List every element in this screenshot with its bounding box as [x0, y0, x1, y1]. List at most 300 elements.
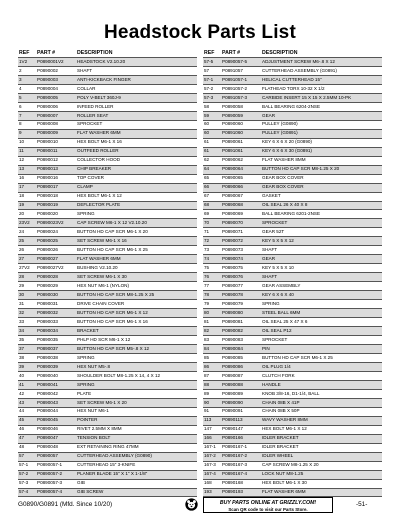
part-number-cell: P0890079	[221, 300, 261, 309]
part-number-cell: P0890020	[36, 210, 76, 219]
description-header: DESCRIPTION	[77, 49, 113, 56]
description-cell: IDLER WHEEL	[261, 452, 382, 461]
description-cell: SHAFT	[261, 273, 382, 282]
table-row	[203, 165, 382, 174]
ref-cell: 72	[203, 237, 221, 246]
ref-cell: 82	[203, 327, 221, 336]
description-cell: STEEL BALL 6MM	[261, 309, 382, 318]
part-number-cell: P0890007	[36, 111, 76, 120]
ref-cell: 41	[18, 380, 36, 389]
ref-cell: 167-2	[203, 452, 221, 461]
ref-cell: 57-4	[18, 488, 36, 497]
part-number-cell: P0890047	[36, 434, 76, 443]
ref-cell: 9	[18, 129, 36, 138]
ref-cell: 75	[203, 264, 221, 273]
description-cell: CAP SCREW M6-1 X 12 V2.10.20	[76, 219, 197, 228]
ref-cell: 12	[18, 156, 36, 165]
ref-cell: 113	[203, 416, 221, 425]
table-row	[203, 336, 382, 345]
part-number-cell: P0890005	[36, 93, 76, 102]
description-cell: PULLEY (G0891)	[261, 129, 382, 138]
table-row	[18, 443, 197, 452]
table-row	[18, 461, 197, 470]
table-row	[18, 219, 197, 228]
page-number: -51-	[356, 501, 368, 508]
table-row	[203, 452, 382, 461]
part-number-cell: P0890070	[221, 219, 261, 228]
part-number-cell: P0890168	[221, 479, 261, 488]
table-row	[203, 353, 382, 362]
description-cell: GEAR	[261, 255, 382, 264]
ref-cell: 76	[203, 273, 221, 282]
part-number-cell: P0890065	[221, 174, 261, 183]
description-cell: PULLEY (G0890)	[261, 120, 382, 129]
table-row	[203, 237, 382, 246]
part-number-cell: P0890078	[221, 291, 261, 300]
part-header: PART #	[37, 49, 56, 56]
table-row	[203, 273, 382, 282]
ref-cell: 30	[18, 291, 36, 300]
ref-cell: 57	[203, 66, 221, 75]
table-row	[203, 84, 382, 93]
ref-cell: 57-2	[203, 84, 221, 93]
table-row	[203, 479, 382, 488]
ref-cell: 147	[203, 425, 221, 434]
part-number-cell: P0890027V2	[36, 264, 76, 273]
part-number-cell: P0891057-3	[221, 93, 261, 102]
table-row	[18, 84, 197, 93]
ref-cell: 78	[203, 291, 221, 300]
part-number-cell: P0890031	[36, 300, 76, 309]
part-number-cell: P0890072	[221, 237, 261, 246]
ref-cell: 166	[203, 434, 221, 443]
ref-cell: 11	[18, 147, 36, 156]
part-number-cell: P0890035	[36, 336, 76, 345]
description-cell: HEX NUT M6-1	[76, 407, 197, 416]
ref-cell: 74	[203, 255, 221, 264]
description-cell: GASKET	[261, 192, 382, 201]
part-number-cell: P0890030	[36, 291, 76, 300]
ref-cell: 89	[203, 389, 221, 398]
description-cell: KEY 6 X 6 X 40	[261, 291, 382, 300]
description-cell: KEY 6 X 6 X 30 (G0891)	[261, 147, 382, 156]
description-header: DESCRIPTION	[262, 49, 298, 56]
table-row	[18, 66, 197, 75]
parts-table-right-body	[203, 58, 382, 497]
table-row	[203, 183, 382, 192]
description-cell: COLLAR	[76, 84, 197, 93]
ref-cell: 3	[18, 75, 36, 84]
description-cell: BUTTON HD CAP SCR M6-1 X 25	[76, 246, 197, 255]
table-row	[18, 353, 197, 362]
ref-cell: 61	[203, 138, 221, 147]
table-row	[203, 138, 382, 147]
description-cell: SET SCREW M6-1 X 20	[76, 398, 197, 407]
part-number-cell: P0890089	[221, 389, 261, 398]
table-row	[203, 201, 382, 210]
table-row	[18, 479, 197, 488]
part-number-cell: P0890075	[221, 264, 261, 273]
part-number-cell: P0890045	[36, 416, 76, 425]
table-row	[18, 327, 197, 336]
table-row	[203, 345, 382, 354]
table-row	[203, 219, 382, 228]
table-row	[203, 111, 382, 120]
part-number-cell: P0890013	[36, 165, 76, 174]
table-row	[203, 75, 382, 84]
description-cell: POINTER	[76, 416, 197, 425]
description-cell: BUTTON HD CAP SCR M8-1.25 X 20	[261, 165, 382, 174]
ref-cell: 27	[18, 255, 36, 264]
ref-cell: 167-4	[203, 470, 221, 479]
table-row	[203, 309, 382, 318]
model-label: G0890/G0891 (Mfd. Since 10/20)	[18, 501, 113, 508]
ref-cell: 83	[203, 336, 221, 345]
table-row	[18, 318, 197, 327]
ref-cell: 64	[203, 165, 221, 174]
part-number-cell: P0890008	[36, 120, 76, 129]
description-cell: BALL BEARING 6204-2NSE	[261, 102, 382, 111]
part-number-cell: P0890057-4	[36, 488, 76, 497]
table-row	[18, 201, 197, 210]
part-number-cell: P0890023V2	[36, 219, 76, 228]
description-cell: CAP SCREW M8-1.25 X 20	[261, 461, 382, 470]
table-row	[18, 129, 197, 138]
table-row	[203, 156, 382, 165]
table-row	[203, 300, 382, 309]
table-row	[18, 138, 197, 147]
table-row	[18, 434, 197, 443]
ref-cell: 77	[203, 282, 221, 291]
description-cell: OIL SEAL 26 X 40 X 8	[261, 201, 382, 210]
description-cell: BUTTON HD CAP SCR M8-1.25 X 25	[76, 291, 197, 300]
description-cell: PIN	[261, 345, 382, 354]
ref-cell: 24	[18, 228, 36, 237]
ref-cell: 91	[203, 407, 221, 416]
table-row	[18, 425, 197, 434]
part-number-cell: P0891060	[221, 129, 261, 138]
order-parts-line2: Scan QR code to visit our Parts Store.	[228, 507, 308, 512]
table-row	[203, 58, 382, 67]
table-row	[18, 156, 197, 165]
ref-header: REF	[19, 49, 30, 56]
ref-cell: 45	[18, 416, 36, 425]
table-row	[18, 246, 197, 255]
part-number-cell: P0890011	[36, 147, 76, 156]
table-row	[18, 380, 197, 389]
description-cell: ADJUSTMENT SCREW M6-.8 X 12	[261, 58, 382, 67]
table-row	[203, 398, 382, 407]
part-number-cell: P0890113	[221, 416, 261, 425]
description-cell: BUTTON HD CAP SCR M6-1 X 16	[76, 318, 197, 327]
ref-cell: 61	[203, 147, 221, 156]
ref-cell: 5	[18, 93, 36, 102]
part-number-cell: P0890032	[36, 309, 76, 318]
part-number-cell: P0890041	[36, 380, 76, 389]
description-cell: HEX NUT M5-.8	[76, 362, 197, 371]
table-row	[18, 273, 197, 282]
order-parts-box[interactable]	[203, 497, 333, 513]
ref-cell: 57-3	[203, 93, 221, 102]
ref-cell: 10	[18, 138, 36, 147]
ref-cell: 87	[203, 371, 221, 380]
part-number-cell: P0890033	[36, 318, 76, 327]
table-row	[18, 111, 197, 120]
description-cell: KEY 6 X 6 X 20 (G0890)	[261, 138, 382, 147]
parts-tables	[18, 48, 382, 497]
part-number-cell: P0890061	[221, 138, 261, 147]
table-row	[203, 102, 382, 111]
description-cell: BUTTON HD CAP SCR M6-1 X 20	[76, 228, 197, 237]
description-cell: OIL SEAL P12	[261, 327, 382, 336]
part-number-cell: P0890029	[36, 282, 76, 291]
ref-cell: 84	[203, 345, 221, 354]
ref-cell: 4	[18, 84, 36, 93]
description-cell: CUTTERHEAD ASSEMBLY (G0891)	[261, 66, 382, 75]
ref-cell: 16	[18, 174, 36, 183]
ref-cell: 46	[18, 425, 36, 434]
ref-cell: 57-3	[18, 479, 36, 488]
description-cell: SPROCKET	[76, 120, 197, 129]
part-number-cell: P0890001V2	[36, 58, 76, 67]
description-cell: KNOB 3/8-16, D1-1/4, BALL	[261, 389, 382, 398]
part-number-cell: P0890071	[221, 228, 261, 237]
part-number-cell: P0890038	[36, 353, 76, 362]
table-row	[203, 129, 382, 138]
description-cell: GEAR BOX COVER	[261, 174, 382, 183]
table-row	[18, 192, 197, 201]
part-number-cell: P0890012	[36, 156, 76, 165]
description-cell: SHAFT	[76, 66, 197, 75]
description-cell: BUTTON HD CAP SCR M6-1 X 25	[261, 353, 382, 362]
ref-cell: 18	[18, 192, 36, 201]
description-cell: RIVET 2.5MM X 8MM	[76, 425, 197, 434]
table-row	[18, 183, 197, 192]
table-header	[203, 48, 382, 58]
part-number-cell: P0890034	[36, 327, 76, 336]
table-row	[18, 398, 197, 407]
part-number-cell: P0890028	[36, 273, 76, 282]
ref-cell: 167-3	[203, 461, 221, 470]
description-cell: CHAIN 08B X 50P	[261, 407, 382, 416]
ref-cell: 44	[18, 407, 36, 416]
ref-cell: 29	[18, 282, 36, 291]
table-row	[203, 228, 382, 237]
description-cell: CLUTCH FORK	[261, 371, 382, 380]
description-cell: GEAR	[261, 111, 382, 120]
table-row	[18, 452, 197, 461]
ref-cell: 60	[203, 120, 221, 129]
description-cell: POLY V-BELT 360J-9	[76, 93, 197, 102]
part-number-cell: P0890026	[36, 246, 76, 255]
table-row	[18, 470, 197, 479]
description-cell: HEX NUT M6-1 (NYLON)	[76, 282, 197, 291]
description-cell: KEY 5 X 5 X 10	[261, 264, 382, 273]
parts-table-left	[18, 48, 197, 497]
table-row	[203, 120, 382, 129]
description-cell: SHOULDER BOLT M8-1.25 X 14, 4 X 12	[76, 371, 197, 380]
table-row	[203, 327, 382, 336]
ref-cell: 58	[203, 102, 221, 111]
ref-cell: 6	[18, 102, 36, 111]
table-row	[18, 237, 197, 246]
table-row	[18, 282, 197, 291]
ref-cell: 26	[18, 246, 36, 255]
table-row	[203, 93, 382, 102]
table-row	[203, 318, 382, 327]
part-number-cell: P0890073	[221, 246, 261, 255]
part-number-cell: P0890057-2	[36, 470, 76, 479]
parts-table-right	[203, 48, 382, 497]
description-cell: KEY 5 X 5 X 12	[261, 237, 382, 246]
description-cell: BUTTON HD CAP SCR M6-1 X 12	[76, 309, 197, 318]
description-cell: SPRING	[76, 353, 197, 362]
ref-cell: 85	[203, 353, 221, 362]
table-row	[203, 434, 382, 443]
description-cell: PLANER BLADE 15" X 1" X 1-1/8"	[76, 470, 197, 479]
part-number-cell: P0890064	[221, 165, 261, 174]
part-number-cell: P0890074	[221, 255, 261, 264]
description-cell: IDLER BRACKET	[261, 434, 382, 443]
part-number-cell: P0890046	[36, 425, 76, 434]
description-cell: DRIVE CHAIN COVER	[76, 300, 197, 309]
table-row	[18, 228, 197, 237]
description-cell: EXT RETAINING RING 47MM	[76, 443, 197, 452]
description-cell: GEAR ASSEMBLY	[261, 282, 382, 291]
parts-table-left-body	[18, 58, 197, 497]
ref-cell: 47	[18, 434, 36, 443]
part-number-cell: P0890147	[221, 425, 261, 434]
part-number-cell: P0890003	[36, 75, 76, 84]
part-number-cell: P0890090	[221, 398, 261, 407]
page-title: Headstock Parts List	[104, 22, 296, 43]
table-row	[203, 66, 382, 75]
description-cell: HANDLE	[261, 380, 382, 389]
part-number-cell: P0890009	[36, 129, 76, 138]
table-row	[18, 362, 197, 371]
part-number-cell: P0890082	[221, 327, 261, 336]
part-number-cell: P0890062	[221, 156, 261, 165]
table-row	[203, 282, 382, 291]
table-row	[203, 291, 382, 300]
part-number-cell: P0890167-3	[221, 461, 261, 470]
table-row	[203, 362, 382, 371]
part-number-cell: P0890066	[221, 183, 261, 192]
table-row	[18, 120, 197, 129]
table-row	[18, 291, 197, 300]
ref-cell: 57-5	[203, 58, 221, 67]
ref-cell: 7	[18, 111, 36, 120]
part-number-cell: P0890059	[221, 111, 261, 120]
table-row	[203, 371, 382, 380]
description-cell: FLAT WASHER 6MM	[76, 255, 197, 264]
description-cell: OIL PLUG 1/4	[261, 362, 382, 371]
description-cell: IDLER BRACKET	[261, 443, 382, 452]
ref-cell: 79	[203, 300, 221, 309]
part-number-cell: P0890002	[36, 66, 76, 75]
description-cell: DEFLECTOR PLATE	[76, 201, 197, 210]
description-cell: CUTTERHEAD ASSEMBLY (G0890)	[76, 452, 197, 461]
description-cell: COLLECTOR HOOD	[76, 156, 197, 165]
table-row	[203, 380, 382, 389]
description-cell: SET SCREW M6-1 X 16	[76, 237, 197, 246]
ref-cell: 69	[203, 210, 221, 219]
ref-cell: 57	[18, 452, 36, 461]
part-number-cell: P0890167-1	[221, 443, 261, 452]
part-number-cell: P0890024	[36, 228, 76, 237]
part-number-cell: P0890193	[221, 488, 261, 497]
ref-cell: 23V2	[18, 219, 36, 228]
part-number-cell: P0890088	[221, 380, 261, 389]
description-cell: SPROCKET	[261, 219, 382, 228]
part-number-cell: P0890048	[36, 443, 76, 452]
ref-cell: 57-1	[18, 461, 36, 470]
table-row	[18, 264, 197, 273]
description-cell: INFEED ROLLER	[76, 102, 197, 111]
ref-cell: 90	[203, 398, 221, 407]
ref-cell: 8	[18, 120, 36, 129]
ref-cell: 73	[203, 246, 221, 255]
part-number-cell: P0890081	[221, 318, 261, 327]
part-number-cell: P0890019	[36, 201, 76, 210]
part-header: PART #	[222, 49, 241, 56]
part-number-cell: P0890085	[221, 353, 261, 362]
part-number-cell: P0890076	[221, 273, 261, 282]
ref-cell: 27V2	[18, 264, 36, 273]
ref-cell: 67	[203, 192, 221, 201]
part-number-cell: P0891057-2	[221, 84, 261, 93]
table-row	[18, 371, 197, 380]
table-row	[203, 389, 382, 398]
description-cell: SPROCKET	[261, 336, 382, 345]
description-cell: SHAFT	[261, 246, 382, 255]
ref-cell: 66	[203, 183, 221, 192]
description-cell: ANTI-KICKBACK FINGER	[76, 75, 197, 84]
description-cell: FLAT WASHER 6MM	[76, 129, 197, 138]
ref-cell: 88	[203, 380, 221, 389]
table-row	[18, 407, 197, 416]
table-row	[203, 246, 382, 255]
ref-cell: 33	[18, 318, 36, 327]
part-number-cell: P0891057	[221, 66, 261, 75]
description-cell: CHIP BREAKER	[76, 165, 197, 174]
part-number-cell: P0890039	[36, 362, 76, 371]
ref-cell: 32	[18, 309, 36, 318]
description-cell: SPRING	[261, 300, 382, 309]
table-row	[18, 93, 197, 102]
table-header	[18, 48, 197, 58]
description-cell: WAVY WASHER 8MM	[261, 416, 382, 425]
ref-cell: 38	[18, 353, 36, 362]
part-number-cell: P0890091	[221, 407, 261, 416]
table-row	[18, 210, 197, 219]
description-cell: FLAT WASHER 6MM	[261, 488, 382, 497]
description-cell: HEX BOLT M6-1 X 30	[261, 479, 382, 488]
description-cell: FLAT WASHER 8MM	[261, 156, 382, 165]
table-row	[18, 174, 197, 183]
part-number-cell: P0891057-1	[221, 75, 261, 84]
description-cell: TOP COVER	[76, 174, 197, 183]
description-cell: OIL SEAL 25 X 47 X 6	[261, 318, 382, 327]
description-cell: SPRING	[76, 380, 197, 389]
table-row	[203, 192, 382, 201]
ref-cell: 1V2	[18, 58, 36, 67]
ref-cell: 43	[18, 398, 36, 407]
ref-cell: 28	[18, 273, 36, 282]
table-row	[18, 255, 197, 264]
table-row	[203, 407, 382, 416]
table-row	[203, 255, 382, 264]
